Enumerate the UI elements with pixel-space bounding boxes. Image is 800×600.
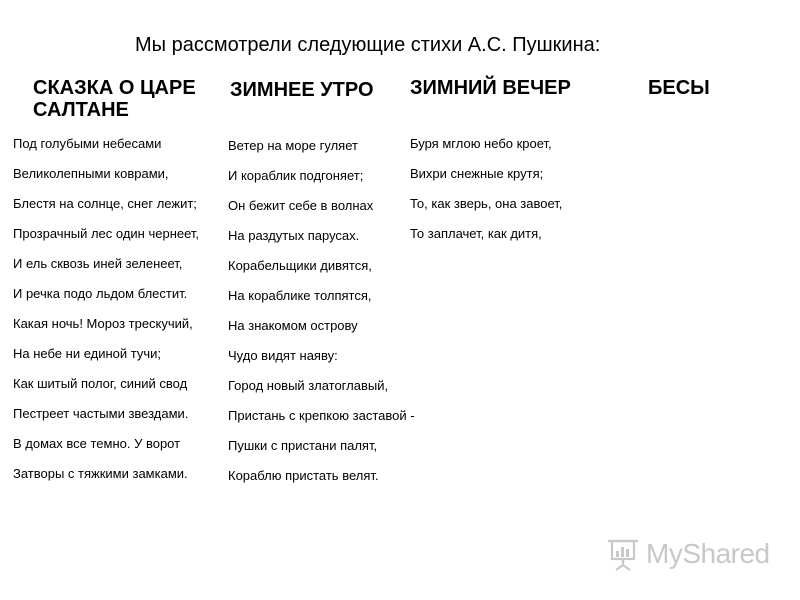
poem-line: На небе ни единой тучи; bbox=[13, 346, 162, 361]
poem-line: Какая ночь! Мороз трескучий, bbox=[13, 316, 193, 331]
poem-line: Под голубыми небесами bbox=[13, 136, 162, 151]
heading-zimniy-vecher: ЗИМНИЙ ВЕЧЕР bbox=[410, 77, 571, 99]
poem-line: Чудо видят наяву: bbox=[228, 348, 338, 363]
presentation-board-icon bbox=[606, 537, 640, 571]
poem-line: И речка подо льдом блестит. bbox=[13, 286, 188, 301]
poem-line: И ель сквозь иней зеленеет, bbox=[13, 256, 183, 271]
poem-line: Пристань с крепкою заставой - bbox=[228, 408, 415, 423]
watermark-logo bbox=[606, 537, 770, 571]
heading-skazka-o-tsare-saltane bbox=[33, 77, 196, 121]
heading-zimnee-utro: ЗИМНЕЕ УТРО bbox=[230, 79, 374, 101]
slide-title: Мы рассмотрели следующие стихи А.С. Пушкина: bbox=[135, 34, 601, 56]
poem-line: Кораблю пристать велят. bbox=[228, 468, 379, 483]
poem-line: И кораблик подгоняет; bbox=[228, 168, 364, 183]
heading-line: СКАЗКА О ЦАРЕ bbox=[33, 77, 196, 99]
poem-line: Блестя на солнце, снег лежит; bbox=[13, 196, 197, 211]
poem-line: Город новый златоглавый, bbox=[228, 378, 389, 393]
poem-line: В домах все темно. У ворот bbox=[13, 436, 181, 451]
poem-line: Как шитый полог, синий свод bbox=[13, 376, 188, 391]
poem-lines-column-3 bbox=[410, 136, 610, 256]
poem-line: Корабельщики дивятся, bbox=[228, 258, 372, 273]
poem-line: Великолепными коврами, bbox=[13, 166, 169, 181]
poem-line: Вихри снежные крутя; bbox=[410, 166, 544, 181]
poem-line: Пестреет частыми звездами. bbox=[13, 406, 189, 421]
poem-line: Прозрачный лес один чернеет, bbox=[13, 226, 200, 241]
heading-line: САЛТАНЕ bbox=[33, 99, 129, 121]
poem-line: Ветер на море гуляет bbox=[228, 138, 358, 153]
poem-line: Затворы с тяжкими замками. bbox=[13, 466, 188, 481]
poem-line: То заплачет, как дитя, bbox=[410, 226, 542, 241]
poem-line: Он бежит себе в волнах bbox=[228, 198, 374, 213]
poem-line: Буря мглою небо кроет, bbox=[410, 136, 552, 151]
poem-lines-column-2 bbox=[228, 138, 428, 498]
poem-line: На кораблике толпятся, bbox=[228, 288, 372, 303]
poem-lines-column-1 bbox=[13, 136, 228, 496]
heading-besy: БЕСЫ bbox=[648, 77, 710, 99]
poem-line: Пушки с пристани палят, bbox=[228, 438, 378, 453]
poem-line: На знакомом острову bbox=[228, 318, 358, 333]
poem-line: На раздутых парусах. bbox=[228, 228, 360, 243]
watermark-text: MyShared bbox=[646, 538, 770, 569]
poem-line: То, как зверь, она завоет, bbox=[410, 196, 563, 211]
